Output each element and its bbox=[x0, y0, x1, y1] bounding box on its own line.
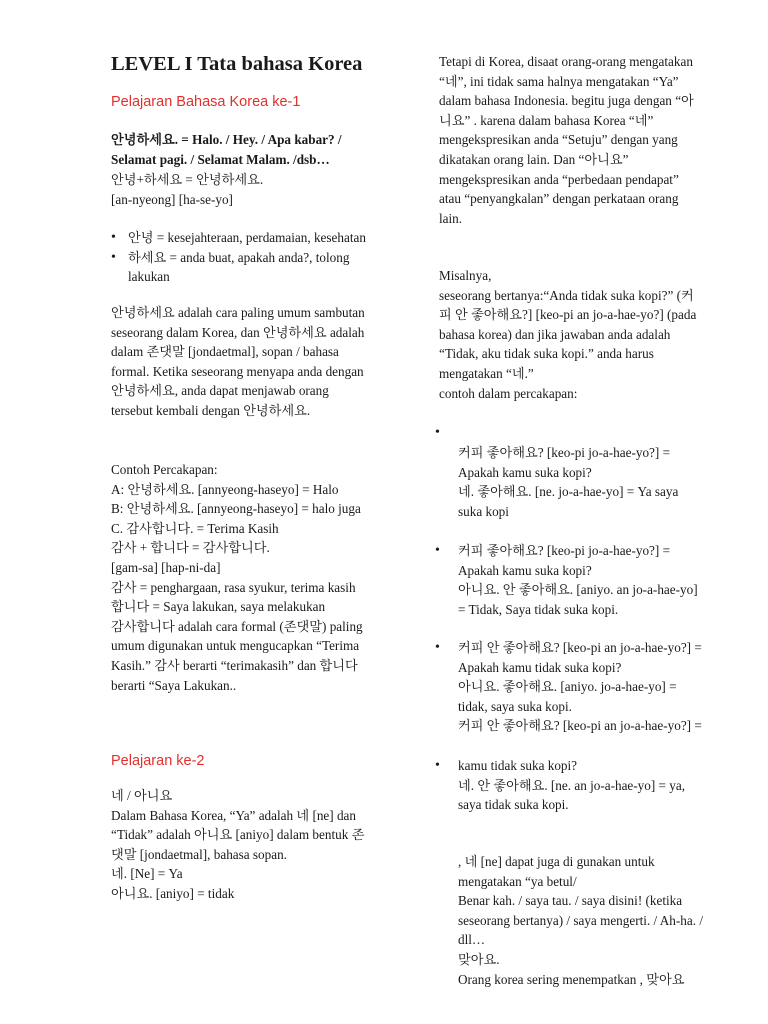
conversation-line: umum digunakan untuk mengucapkan “Terima bbox=[111, 638, 360, 654]
paragraph-line: 안녕하세요 adalah cara paling umum sambutan bbox=[111, 305, 365, 320]
conversation-line: 감사 + 합니다 = 감사합니다. bbox=[111, 540, 270, 556]
lesson2-body bbox=[111, 786, 411, 904]
conversation-line: Kasih.” 감사 berarti “terimakasih” dan 합니다 bbox=[111, 657, 358, 673]
breakdown-line: 안녕+하세요 = 안녕하세요. bbox=[111, 172, 264, 187]
explanation-paragraph bbox=[111, 303, 411, 421]
breakdown-line: [an-nyeong] [ha-se-yo] bbox=[111, 191, 233, 207]
list-item bbox=[435, 541, 757, 619]
paragraph-line: Orang korea sering menempatkan , 맞아요 bbox=[458, 971, 685, 987]
list-item-text: 네. 좋아해요. [ne. jo-a-hae-yo] = Ya saya bbox=[458, 484, 679, 500]
paragraph-line: , 네 [ne] dapat juga di gunakan untuk bbox=[458, 854, 655, 869]
list-item-text: Apakah kamu suka kopi? bbox=[458, 562, 592, 578]
paragraph-line: seseorang dalam Korea, dan 안녕하세요 adalah bbox=[111, 324, 365, 340]
paragraph-line: seseorang bertanya) / saya mengerti. / Ah-ha. / bbox=[458, 912, 703, 928]
list-item-text: = Tidak, Saya tidak suka kopi. bbox=[458, 601, 619, 617]
lesson2-line: 네. [Ne] = Ya bbox=[111, 866, 183, 882]
list-item-text: 네. 안 좋아해요. [ne. an jo-a-hae-yo] = ya, bbox=[458, 777, 686, 793]
greeting-breakdown bbox=[111, 170, 411, 209]
paragraph-line: “네”, ini tidak sama halnya mengatakan “Ya” bbox=[439, 73, 679, 89]
bullet-icon: • bbox=[435, 543, 440, 558]
list-item bbox=[111, 228, 411, 248]
lesson2-line: 댓말 [jondaetmal], bahasa sopan. bbox=[111, 846, 287, 862]
greeting-definition bbox=[111, 130, 411, 169]
conversation-line: B: 안녕하세요. [annyeong-haseyo] = halo juga bbox=[111, 501, 361, 517]
list-item bbox=[439, 443, 757, 521]
conversation-line: C. 감사합니다. = Terima Kasih bbox=[111, 520, 279, 536]
example-paragraph bbox=[439, 266, 757, 403]
paragraph-line: lain. bbox=[439, 210, 463, 226]
list-item bbox=[435, 756, 757, 815]
conversation-line: 합니다 = Saya lakukan, saya melakukan bbox=[111, 599, 326, 615]
list-item-text: 아니요. 좋아해요. [aniyo. jo-a-hae-yo] = bbox=[458, 679, 677, 695]
paragraph-line: 맞아요. bbox=[458, 951, 500, 967]
paragraph-line: tersebut kembali dengan 안녕하세요. bbox=[111, 402, 311, 418]
paragraph-line: seseorang bertanya:“Anda tidak suka kopi?” (커 bbox=[439, 287, 694, 303]
paragraph-line: formal. Ketika seseorang menyapa anda dengan bbox=[111, 363, 364, 379]
lesson2-line: 아니요. [aniyo] = tidak bbox=[111, 885, 235, 901]
intro-paragraph bbox=[439, 52, 757, 228]
list-item-text: 커피 안 좋아해요? [keo-pi an jo-a-hae-yo?] = bbox=[458, 640, 702, 655]
paragraph-line: “Tidak, aku tidak suka kopi.” anda harus bbox=[439, 346, 654, 362]
paragraph-line: 피 안 좋아해요?] [keo-pi an jo-a-hae-yo?] (pada bbox=[439, 307, 697, 323]
closing-paragraph bbox=[439, 852, 757, 989]
lesson2-heading: Pelajaran ke-2 bbox=[111, 753, 205, 769]
page-title: LEVEL I Tata bahasa Korea bbox=[111, 53, 363, 75]
conversation-line: 감사합니다 adalah cara formal (존댓말) paling bbox=[111, 618, 363, 634]
paragraph-line: 안녕하세요, anda dapat menjawab orang bbox=[111, 383, 329, 399]
vocab-bullet-list bbox=[111, 228, 411, 287]
paragraph-line: mengatakan “ya betul/ bbox=[458, 873, 577, 889]
paragraph-line: Misalnya, bbox=[439, 268, 492, 283]
conversation-line: berarti “Saya Lakukan.. bbox=[111, 677, 237, 693]
list-item-text: suka kopi bbox=[458, 503, 509, 519]
bullet-icon: • bbox=[435, 640, 440, 655]
paragraph-line: dalam 존댓말 [jondaetmal], sopan / bahasa bbox=[111, 344, 339, 360]
paragraph-line: mengatakan “네.” bbox=[439, 365, 534, 381]
list-item-text: 아니요. 안 좋아해요. [aniyo. an jo-a-hae-yo] bbox=[458, 582, 698, 598]
paragraph-line: Benar kah. / saya tau. / saya disini! (ketika bbox=[458, 893, 683, 909]
paragraph-line: mengekspresikan anda “Setuju” dengan yang bbox=[439, 132, 678, 148]
lesson2-line: Dalam Bahasa Korea, “Ya” adalah 네 [ne] dan bbox=[111, 807, 357, 823]
list-item-text: 커피 좋아해요? [keo-pi jo-a-hae-yo?] = bbox=[458, 543, 671, 558]
conversation-line: [gam-sa] [hap-ni-da] bbox=[111, 559, 221, 575]
list-item-text: saya tidak suka kopi. bbox=[458, 797, 569, 813]
list-item bbox=[111, 248, 411, 287]
paragraph-line: dalam bahasa Indonesia. begitu juga dengan “아 bbox=[439, 93, 694, 109]
conversation-line: 감사 = penghargaan, rasa syukur, terima kasih bbox=[111, 579, 356, 595]
paragraph-line: bahasa korea) dan jika jawaban anda adalah bbox=[439, 326, 671, 342]
paragraph-line: Tetapi di Korea, disaat orang-orang mengatakan bbox=[439, 54, 693, 69]
bullet-icon: • bbox=[435, 425, 440, 440]
paragraph-line: dll… bbox=[458, 932, 486, 948]
paragraph-line: contoh dalam percakapan: bbox=[439, 385, 578, 401]
list-item-text: kamu tidak suka kopi? bbox=[458, 758, 578, 773]
list-item-text: lakukan bbox=[128, 269, 170, 285]
list-item-text: Apakah kamu tidak suka kopi? bbox=[458, 659, 622, 675]
paragraph-line: atau “penyangkalan” dengan perkataan orang bbox=[439, 191, 679, 207]
list-item-text: Apakah kamu suka kopi? bbox=[458, 464, 592, 480]
lesson1-heading: Pelajaran Bahasa Korea ke-1 bbox=[111, 94, 301, 110]
list-item-text: • 하세요 = anda buat, apakah anda?, tolong bbox=[128, 249, 350, 265]
list-item-text: tidak, saya suka kopi. bbox=[458, 698, 572, 714]
list-item-text: 커피 안 좋아해요? [keo-pi an jo-a-hae-yo?] = bbox=[458, 718, 702, 734]
paragraph-line: dikatakan orang lain. Dan “아니요” bbox=[439, 151, 629, 167]
lesson2-line: 네 / 아니요 bbox=[111, 788, 173, 803]
conversation-line: Contoh Percakapan: bbox=[111, 462, 218, 477]
greeting-line: Selamat pagi. / Selamat Malam. /dsb… bbox=[111, 151, 330, 167]
greeting-line: 안녕하세요. = Halo. / Hey. / Apa kabar? / bbox=[111, 132, 342, 147]
list-item-text: 커피 좋아해요? [keo-pi jo-a-hae-yo?] = bbox=[458, 445, 671, 460]
paragraph-line: mengekspresikan anda “perbedaan pendapat” bbox=[439, 171, 679, 187]
conversation-line: A: 안녕하세요. [annyeong-haseyo] = Halo bbox=[111, 481, 339, 497]
list-item bbox=[435, 638, 757, 736]
conversation-example bbox=[111, 460, 411, 695]
lesson2-line: “Tidak” adalah 아니요 [aniyo] dalam bentuk 존 bbox=[111, 827, 365, 843]
bullet-icon: • bbox=[435, 758, 440, 773]
list-item-text: • 안녕 = kesejahteraan, perdamaian, kesehatan bbox=[128, 230, 366, 245]
paragraph-line: 니요” . karena dalam bahasa Korea “네” bbox=[439, 112, 654, 128]
